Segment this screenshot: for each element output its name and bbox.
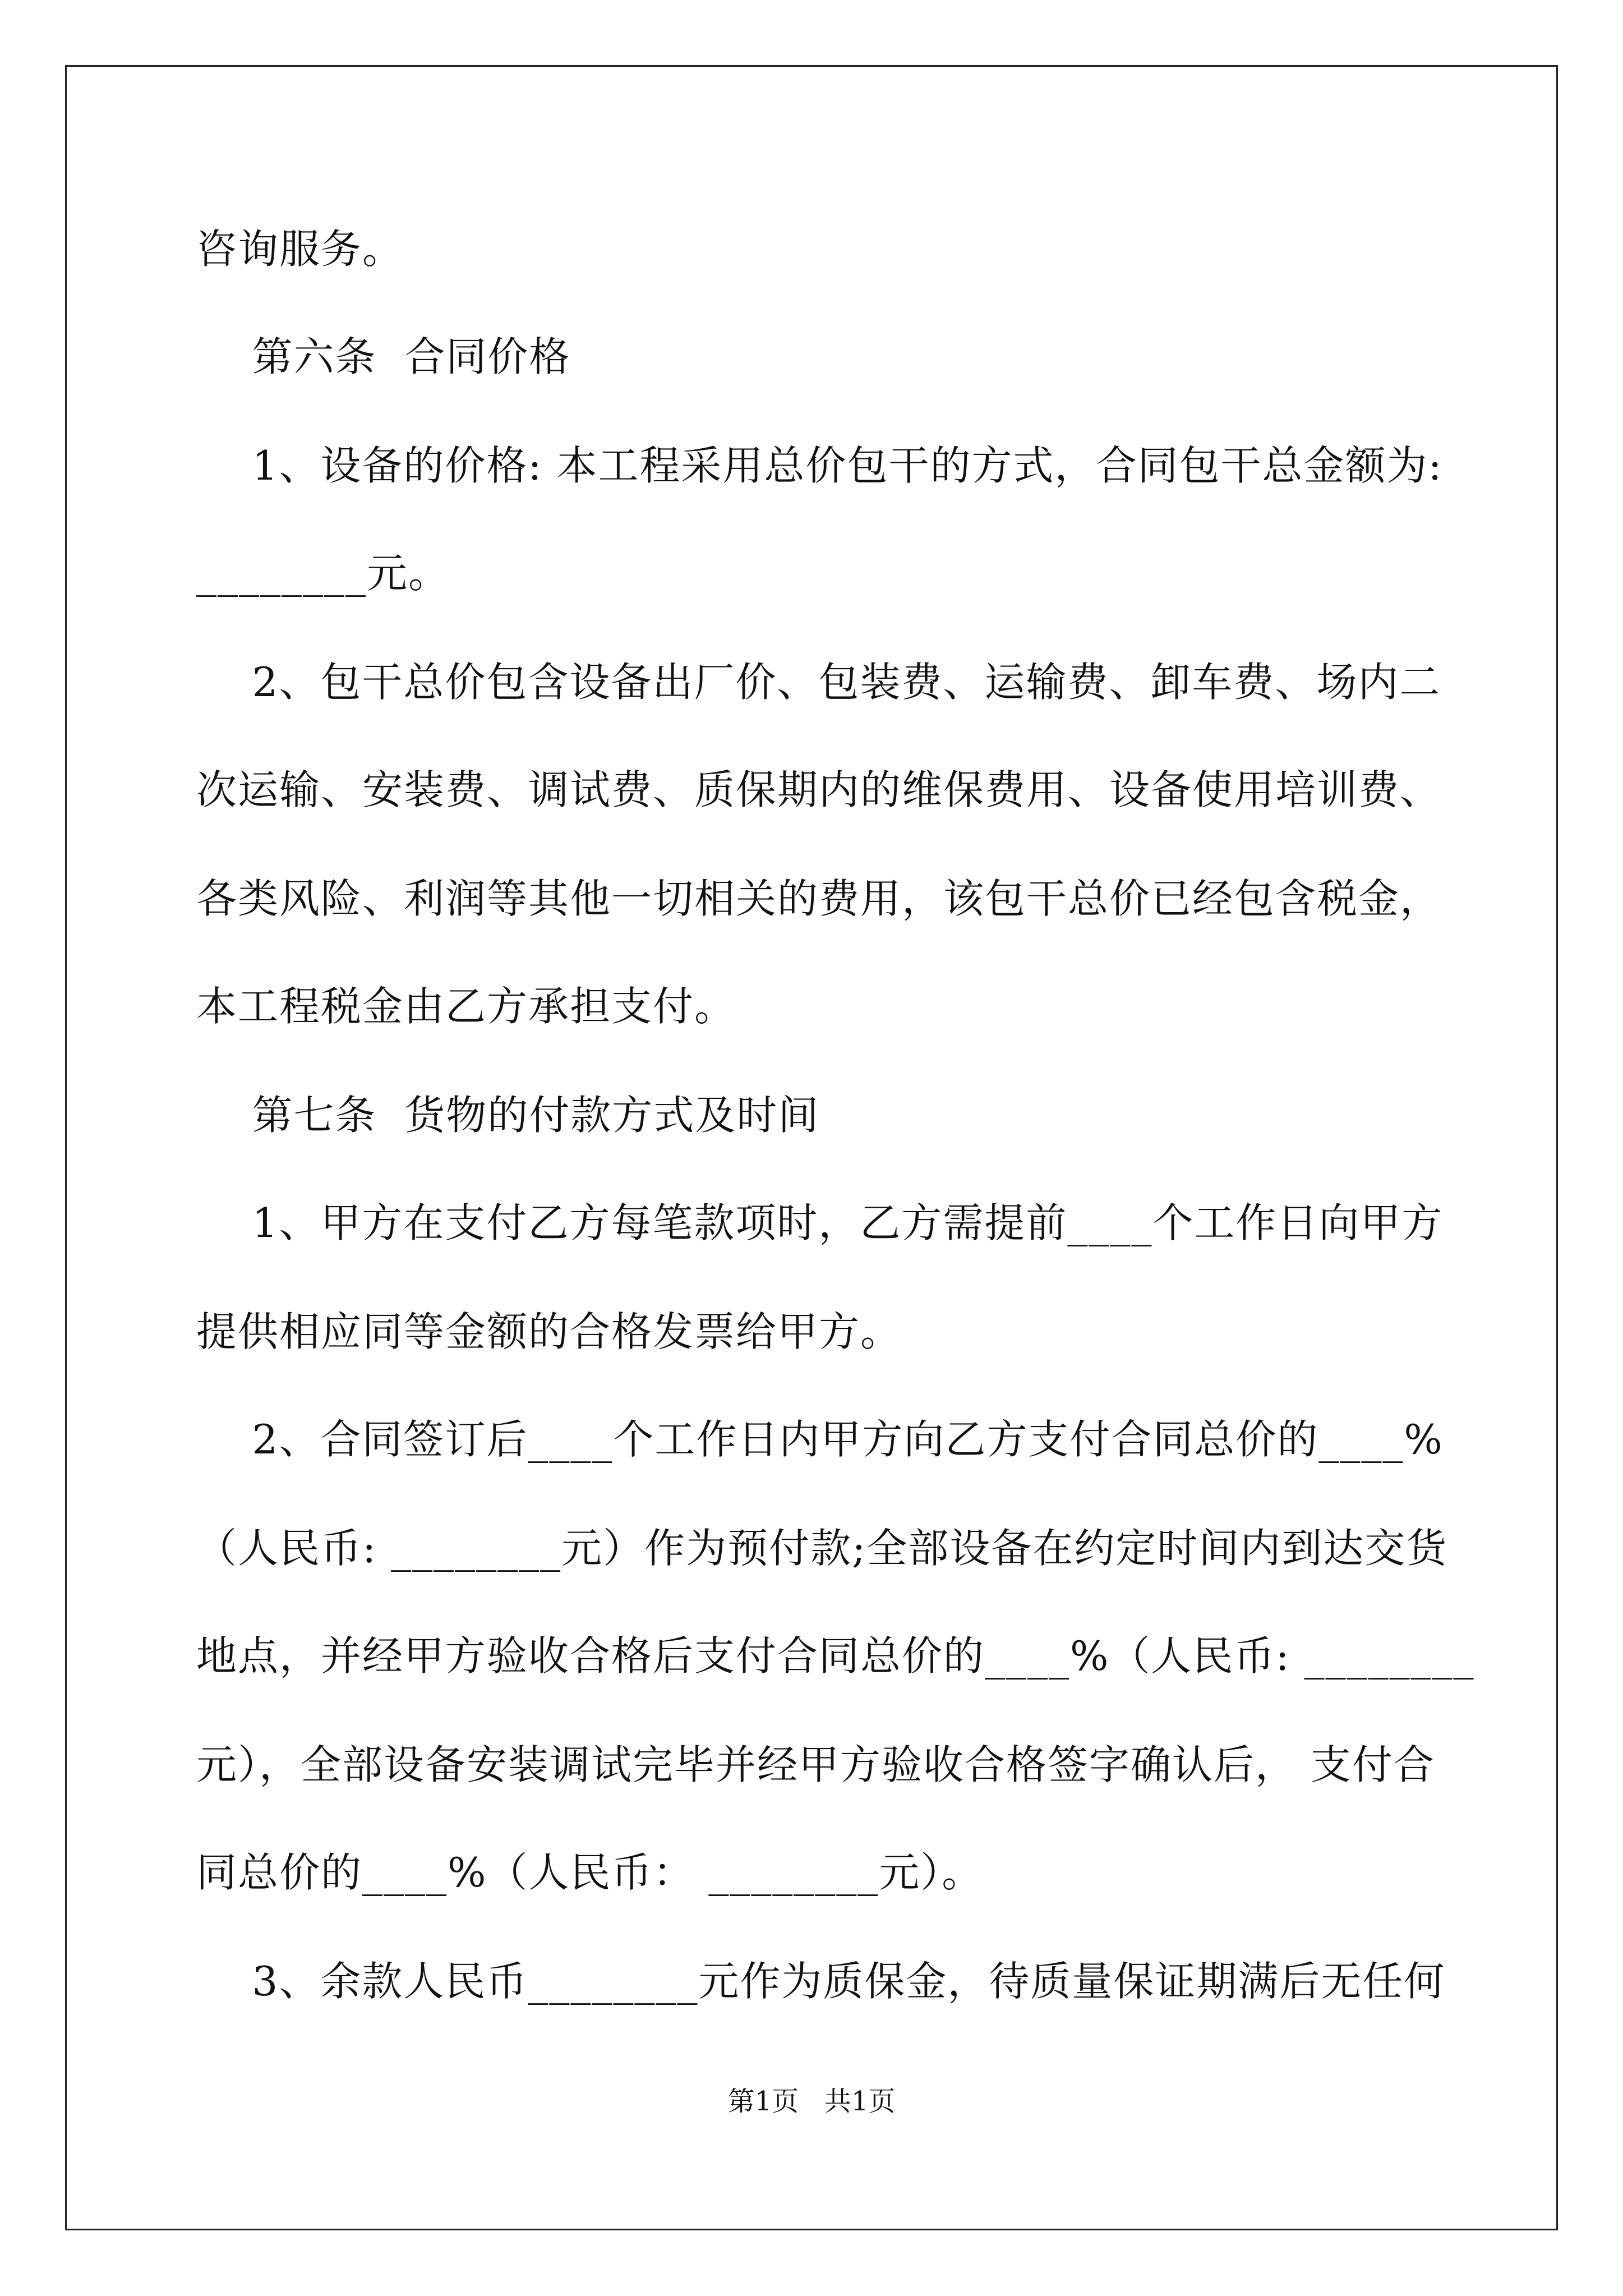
text-line: 地点，并经甲方验收合格后支付合同总价的____%（人民币: ________ [196,1632,1475,1680]
text-line: 提供相应同等金额的合格发票给甲方。 [196,1308,902,1355]
section-heading: 第七条 货物的付款方式及时间 [196,1092,820,1139]
text-line: （人民币: ________元）作为预付款;全部设备在约定时间内到达交货 [196,1525,1448,1572]
text-line: 3、余款人民币________元作为质保金，待质量保证期满后无任何 [196,1958,1446,2005]
text-line: 同总价的____%（人民币： ________元）。 [196,1849,984,1896]
text-line: 元），全部设备安装调试完毕并经甲方验收合格签字确认后， 支付合 [196,1741,1435,1788]
section-heading: 第六条 合同价格 [196,333,571,380]
text-line: 本工程税金由乙方承担支付。 [196,983,736,1030]
page-border [65,65,1558,2230]
text-line: 咨询服务。 [196,226,404,273]
text-line: 2、合同签订后____个工作日内甲方向乙方支付合同总价的____% [196,1416,1444,1463]
text-line: ________元。 [196,550,450,597]
text-line: 次运输、安装费、调试费、质保期内的维保费用、设备使用培训费、 [196,766,1442,813]
text-line: 各类风险、利润等其他一切相关的费用，该包干总价已经包含税金， [196,875,1442,922]
text-line: 2、包干总价包含设备出厂价、包装费、运输费、卸车费、场内二 [196,659,1441,706]
page-footer: 第1页 共1页 [727,2086,896,2117]
text-line: 1、设备的价格: 本工程采用总价包干的方式，合同包干总金额为: [196,442,1443,489]
text-line: 1、甲方在支付乙方每笔款项时，乙方需提前____个工作日向甲方 [196,1199,1444,1246]
